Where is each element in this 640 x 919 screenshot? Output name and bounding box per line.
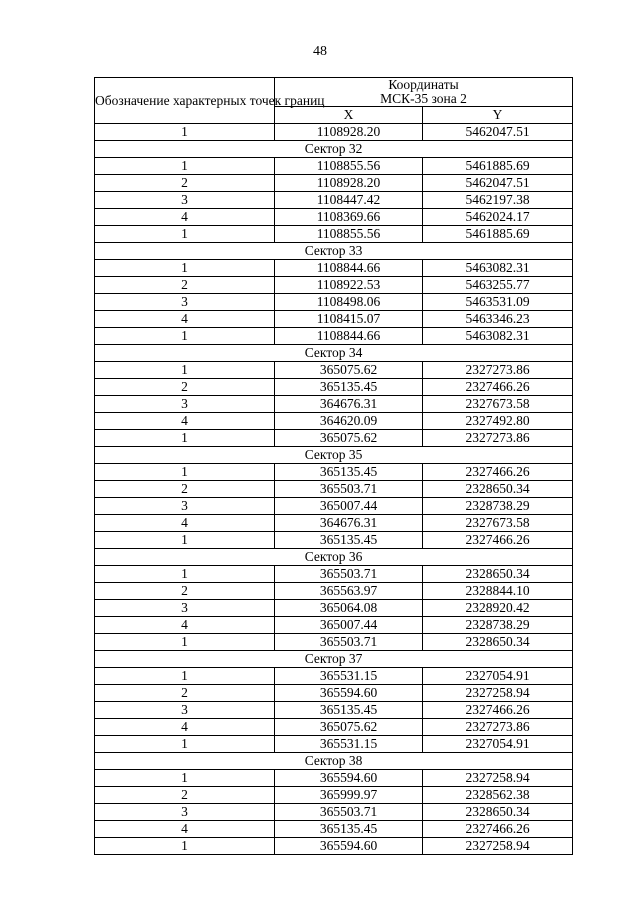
point-number-cell: 4	[95, 209, 275, 226]
x-coordinate-cell: 364620.09	[275, 413, 423, 430]
y-coordinate-cell: 2328650.34	[423, 804, 573, 821]
x-coordinate-cell: 1108844.66	[275, 260, 423, 277]
y-coordinate-cell: 5463346.23	[423, 311, 573, 328]
table-row	[95, 583, 573, 600]
sector-row	[95, 447, 573, 464]
table-row	[95, 634, 573, 651]
point-number-cell: 1	[95, 770, 275, 787]
header-x: X	[275, 107, 423, 124]
sector-row	[95, 651, 573, 668]
y-coordinate-cell: 5462197.38	[423, 192, 573, 209]
table-row	[95, 600, 573, 617]
point-number-cell: 2	[95, 787, 275, 804]
point-number-cell: 4	[95, 821, 275, 838]
point-number-cell: 1	[95, 736, 275, 753]
point-number-cell: 4	[95, 515, 275, 532]
x-coordinate-cell: 1108447.42	[275, 192, 423, 209]
table-row	[95, 294, 573, 311]
x-coordinate-cell: 365503.71	[275, 566, 423, 583]
y-coordinate-cell: 2328650.34	[423, 634, 573, 651]
y-coordinate-cell: 2327466.26	[423, 532, 573, 549]
x-coordinate-cell: 365594.60	[275, 770, 423, 787]
page-number: 48	[313, 44, 327, 59]
y-coordinate-cell: 5463082.31	[423, 260, 573, 277]
x-coordinate-cell: 365503.71	[275, 634, 423, 651]
table-row	[95, 124, 573, 141]
table-row	[95, 719, 573, 736]
table-row	[95, 430, 573, 447]
x-coordinate-cell: 1108369.66	[275, 209, 423, 226]
x-coordinate-cell: 364676.31	[275, 515, 423, 532]
x-coordinate-cell: 365075.62	[275, 430, 423, 447]
table-row	[95, 396, 573, 413]
point-number-cell: 2	[95, 277, 275, 294]
point-number-cell: 3	[95, 498, 275, 515]
x-coordinate-cell: 1108498.06	[275, 294, 423, 311]
table-row	[95, 413, 573, 430]
y-coordinate-cell: 2328738.29	[423, 617, 573, 634]
x-coordinate-cell: 364676.31	[275, 396, 423, 413]
x-coordinate-cell: 365999.97	[275, 787, 423, 804]
y-coordinate-cell: 5462024.17	[423, 209, 573, 226]
y-coordinate-cell: 2327673.58	[423, 396, 573, 413]
x-coordinate-cell: 365594.60	[275, 685, 423, 702]
sector-label: Сектор 37	[95, 651, 573, 668]
table-row	[95, 821, 573, 838]
table-row	[95, 668, 573, 685]
x-coordinate-cell: 365594.60	[275, 838, 423, 855]
sector-row	[95, 345, 573, 362]
y-coordinate-cell: 2327466.26	[423, 702, 573, 719]
point-number-cell: 1	[95, 532, 275, 549]
x-coordinate-cell: 1108922.53	[275, 277, 423, 294]
table-row	[95, 379, 573, 396]
point-number-cell: 4	[95, 413, 275, 430]
table-row	[95, 498, 573, 515]
x-coordinate-cell: 1108928.20	[275, 124, 423, 141]
point-number-cell: 2	[95, 175, 275, 192]
point-number-cell: 4	[95, 311, 275, 328]
point-number-cell: 3	[95, 600, 275, 617]
point-number-cell: 2	[95, 685, 275, 702]
table-row	[95, 838, 573, 855]
table-row	[95, 175, 573, 192]
table-row	[95, 192, 573, 209]
x-coordinate-cell: 365563.97	[275, 583, 423, 600]
sector-label: Сектор 34	[95, 345, 573, 362]
y-coordinate-cell: 5461885.69	[423, 226, 573, 243]
x-coordinate-cell: 365531.15	[275, 736, 423, 753]
x-coordinate-cell: 365064.08	[275, 600, 423, 617]
point-number-cell: 3	[95, 192, 275, 209]
point-number-cell: 2	[95, 379, 275, 396]
point-number-cell: 3	[95, 702, 275, 719]
point-number-cell: 3	[95, 804, 275, 821]
x-coordinate-cell: 1108928.20	[275, 175, 423, 192]
header-coordinates-title: Координаты	[388, 77, 459, 92]
x-coordinate-cell: 365135.45	[275, 702, 423, 719]
x-coordinate-cell: 365135.45	[275, 532, 423, 549]
y-coordinate-cell: 2327054.91	[423, 736, 573, 753]
x-coordinate-cell: 1108415.07	[275, 311, 423, 328]
table-row	[95, 311, 573, 328]
y-coordinate-cell: 2328650.34	[423, 566, 573, 583]
x-coordinate-cell: 1108855.56	[275, 226, 423, 243]
x-coordinate-cell: 365135.45	[275, 379, 423, 396]
y-coordinate-cell: 2328650.34	[423, 481, 573, 498]
x-coordinate-cell: 365075.62	[275, 719, 423, 736]
header-coordinate-system: МСК-35 зона 2	[380, 91, 467, 106]
table-row	[95, 328, 573, 345]
table-body	[95, 124, 573, 855]
y-coordinate-cell: 2327258.94	[423, 770, 573, 787]
y-coordinate-cell: 5463255.77	[423, 277, 573, 294]
y-coordinate-cell: 5463082.31	[423, 328, 573, 345]
y-coordinate-cell: 2328920.42	[423, 600, 573, 617]
sector-row	[95, 753, 573, 770]
y-coordinate-cell: 2328562.38	[423, 787, 573, 804]
x-coordinate-cell: 365135.45	[275, 821, 423, 838]
point-number-cell: 1	[95, 464, 275, 481]
sector-label: Сектор 36	[95, 549, 573, 566]
point-number-cell: 1	[95, 260, 275, 277]
sector-label: Сектор 33	[95, 243, 573, 260]
point-number-cell: 1	[95, 226, 275, 243]
x-coordinate-cell: 365007.44	[275, 617, 423, 634]
table-row	[95, 260, 573, 277]
y-coordinate-cell: 5461885.69	[423, 158, 573, 175]
x-coordinate-cell: 365503.71	[275, 481, 423, 498]
point-number-cell: 2	[95, 481, 275, 498]
y-coordinate-cell: 2327466.26	[423, 821, 573, 838]
point-number-cell: 2	[95, 583, 275, 600]
y-coordinate-cell: 5462047.51	[423, 124, 573, 141]
y-coordinate-cell: 2327492.80	[423, 413, 573, 430]
x-coordinate-cell: 365531.15	[275, 668, 423, 685]
y-coordinate-cell: 2327273.86	[423, 430, 573, 447]
y-coordinate-cell: 5462047.51	[423, 175, 573, 192]
x-coordinate-cell: 1108844.66	[275, 328, 423, 345]
sector-row	[95, 243, 573, 260]
table-row	[95, 464, 573, 481]
y-coordinate-cell: 2327054.91	[423, 668, 573, 685]
point-number-cell: 1	[95, 158, 275, 175]
y-coordinate-cell: 2327673.58	[423, 515, 573, 532]
point-number-cell: 1	[95, 430, 275, 447]
point-number-cell: 4	[95, 617, 275, 634]
point-number-cell: 1	[95, 838, 275, 855]
table-row	[95, 685, 573, 702]
table-row	[95, 532, 573, 549]
table-row	[95, 277, 573, 294]
table-row	[95, 566, 573, 583]
table-row	[95, 770, 573, 787]
table-row	[95, 702, 573, 719]
table-row	[95, 362, 573, 379]
point-number-cell: 1	[95, 634, 275, 651]
y-coordinate-cell: 2327466.26	[423, 379, 573, 396]
point-number-cell: 4	[95, 719, 275, 736]
point-number-cell: 3	[95, 396, 275, 413]
sector-label: Сектор 32	[95, 141, 573, 158]
table-row	[95, 481, 573, 498]
y-coordinate-cell: 2327273.86	[423, 719, 573, 736]
x-coordinate-cell: 1108855.56	[275, 158, 423, 175]
y-coordinate-cell: 2328738.29	[423, 498, 573, 515]
header-y: Y	[423, 107, 573, 124]
table-row	[95, 515, 573, 532]
point-number-cell: 3	[95, 294, 275, 311]
x-coordinate-cell: 365503.71	[275, 804, 423, 821]
coordinates-table	[94, 77, 573, 855]
y-coordinate-cell: 5463531.09	[423, 294, 573, 311]
y-coordinate-cell: 2327466.26	[423, 464, 573, 481]
table-row	[95, 226, 573, 243]
y-coordinate-cell: 2327258.94	[423, 685, 573, 702]
x-coordinate-cell: 365075.62	[275, 362, 423, 379]
table-row	[95, 209, 573, 226]
point-number-cell: 1	[95, 566, 275, 583]
sector-label: Сектор 38	[95, 753, 573, 770]
sector-label: Сектор 35	[95, 447, 573, 464]
table-row	[95, 617, 573, 634]
point-number-cell: 1	[95, 668, 275, 685]
table-row	[95, 804, 573, 821]
sector-row	[95, 141, 573, 158]
y-coordinate-cell: 2328844.10	[423, 583, 573, 600]
x-coordinate-cell: 365135.45	[275, 464, 423, 481]
y-coordinate-cell: 2327258.94	[423, 838, 573, 855]
point-number-cell: 1	[95, 328, 275, 345]
header-point-designation: Обозначение характерных точек границ	[95, 78, 275, 124]
x-coordinate-cell: 365007.44	[275, 498, 423, 515]
point-number-cell: 1	[95, 362, 275, 379]
table-row	[95, 736, 573, 753]
point-number-cell: 1	[95, 124, 275, 141]
y-coordinate-cell: 2327273.86	[423, 362, 573, 379]
table-row	[95, 158, 573, 175]
table-row	[95, 787, 573, 804]
sector-row	[95, 549, 573, 566]
